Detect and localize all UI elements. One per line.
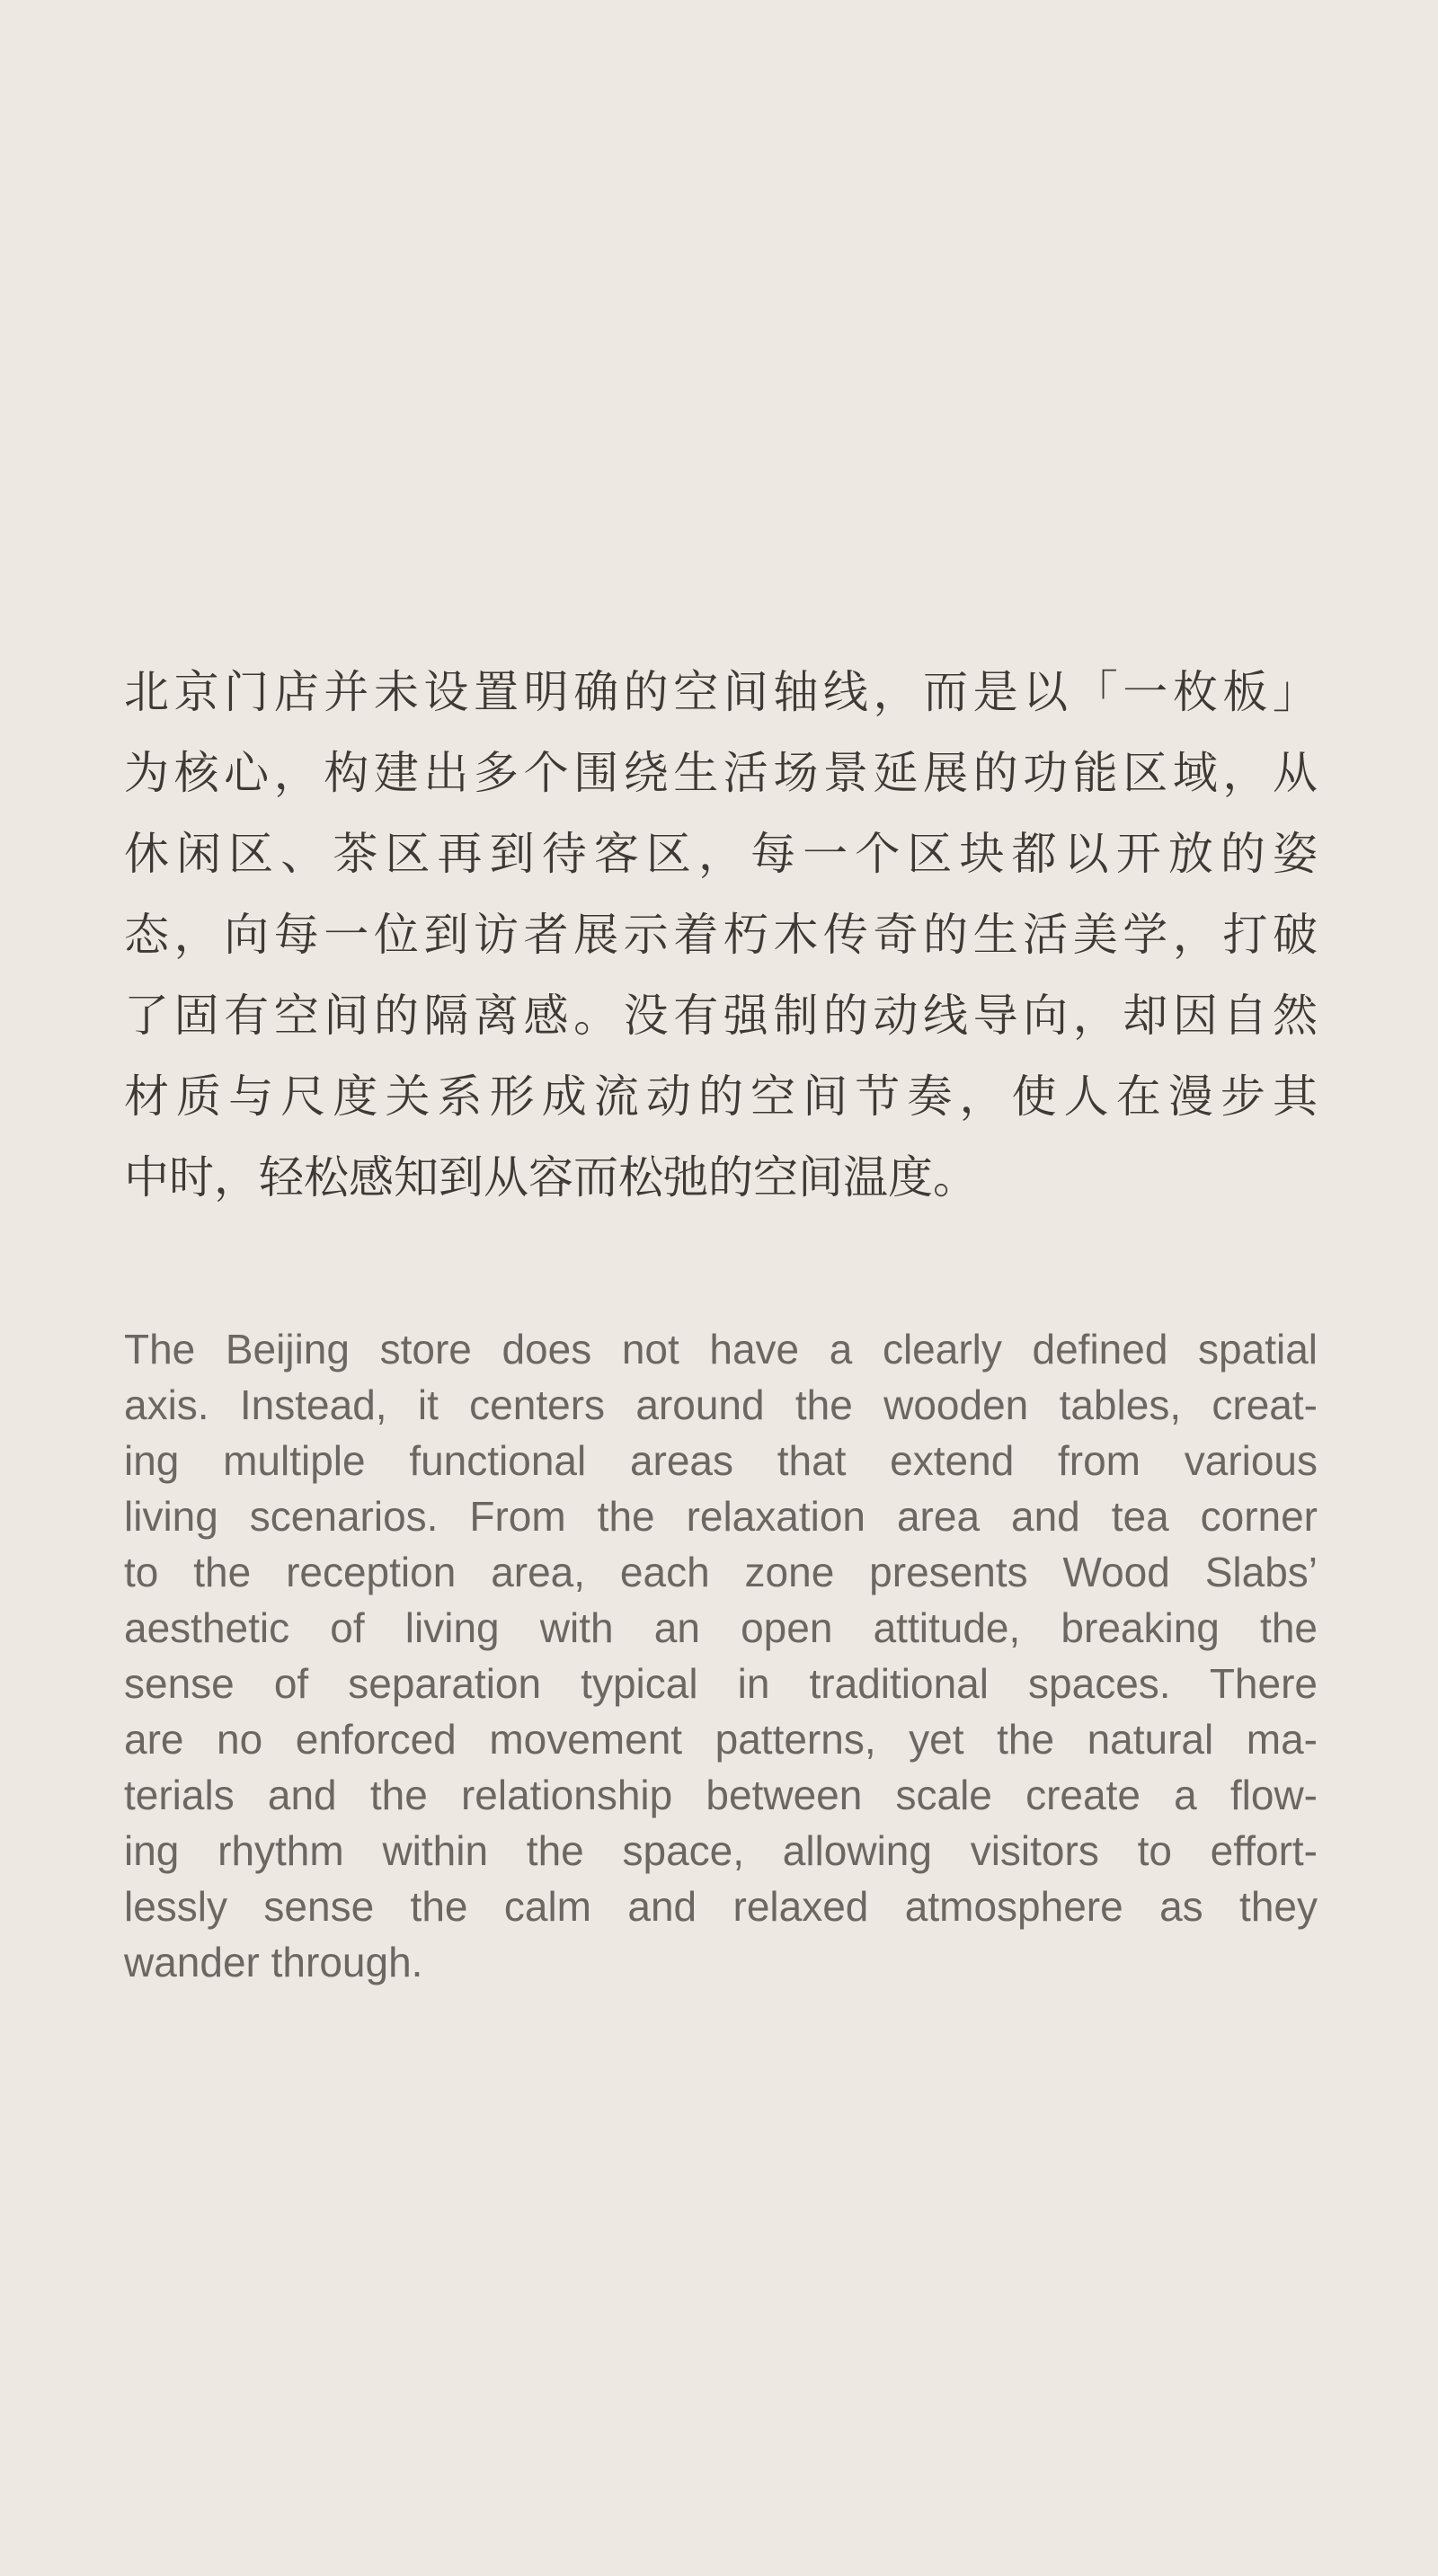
chinese-line: 北京门店并未设置明确的空间轴线，而是以「一枚板」 [124, 666, 1318, 718]
english-line: to the reception area, each zone presents Wood Slabs’ [124, 1549, 1318, 1595]
english-line: axis. Instead, it centers around the wooden tables, creat- [124, 1381, 1318, 1428]
english-line: sense of separation typical in traditional spaces. There [124, 1660, 1318, 1707]
english-line: ing multiple functional areas that extend from various [124, 1437, 1318, 1484]
chinese-line: 态，向每一位到访者展示着朽木传奇的生活美学，打破 [124, 909, 1318, 961]
chinese-line: 了固有空间的隔离感。没有强制的动线导向，却因自然 [124, 990, 1318, 1042]
chinese-line: 为核心，构建出多个围绕生活场景延展的功能区域，从 [124, 747, 1318, 799]
english-line: terials and the relationship between scale create a flow- [124, 1772, 1318, 1818]
english-line: aesthetic of living with an open attitude, breaking the [124, 1604, 1318, 1651]
chinese-line: 休闲区、茶区再到待客区，每一个区块都以开放的姿 [124, 828, 1318, 880]
english-line: wander through. [124, 1939, 423, 1985]
english-line: lessly sense the calm and relaxed atmosphere as they [124, 1883, 1318, 1930]
english-line: living scenarios. From the relaxation area and tea corner [124, 1493, 1318, 1540]
chinese-line: 材质与尺度关系形成流动的空间节奏，使人在漫步其 [124, 1070, 1318, 1123]
english-line: The Beijing store does not have a clearly defined spatial [124, 1326, 1318, 1372]
english-line: ing rhythm within the space, allowing visitors to effort- [124, 1827, 1318, 1874]
english-line: are no enforced movement patterns, yet the natural ma- [124, 1716, 1318, 1763]
chinese-line: 中时，轻松感知到从容而松弛的空间温度。 [124, 1151, 978, 1204]
